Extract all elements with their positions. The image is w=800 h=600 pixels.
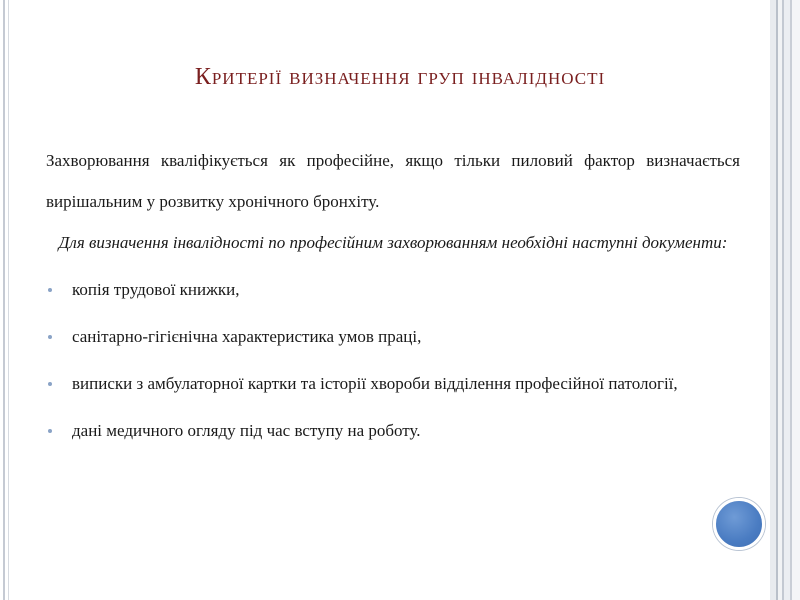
bullet-icon — [48, 288, 52, 292]
left-frame-inner-line — [8, 0, 9, 600]
list-item — [46, 269, 740, 310]
right-stripe — [792, 0, 800, 600]
list-item-text: санітарно-гігієнічна характеристика умов праці, — [72, 327, 422, 346]
list-item-text: виписки з амбулаторної картки та історії хвороби відділення професійної патології, — [72, 374, 678, 393]
list-item-text: дані медичного огляду під час вступу на роботу. — [72, 421, 421, 440]
left-frame-line — [3, 0, 5, 600]
list-item — [46, 410, 740, 451]
list-item — [46, 363, 740, 404]
decorative-circle-icon — [713, 498, 765, 550]
documents-list — [46, 269, 740, 451]
slide-title: Критерії визначення груп інвалідності — [194, 64, 606, 90]
list-item-text: копія трудової книжки, — [72, 280, 240, 299]
bullet-icon — [48, 429, 52, 433]
intro-paragraph: Захворювання кваліфікується як професійне, якщо тільки пиловий фактор визначається вирішальним у розвитку хронічного бронхіту. — [46, 151, 740, 211]
bullet-icon — [48, 335, 52, 339]
list-item — [46, 316, 740, 357]
bullet-icon — [48, 382, 52, 386]
italic-note: Для визначення інвалідності по професійним захворюванням необхідні наступні документи: — [58, 233, 728, 252]
slide-content — [46, 140, 740, 451]
